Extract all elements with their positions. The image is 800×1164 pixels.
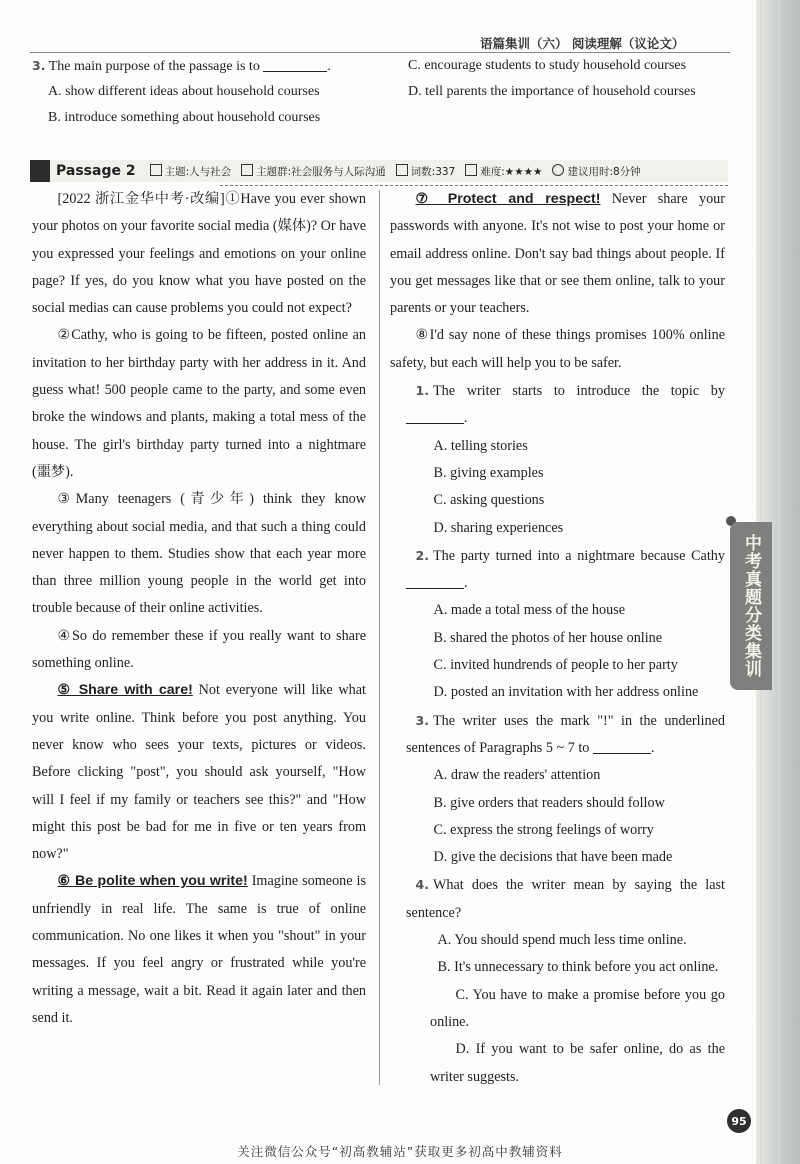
question-stem: The party turned into a nightmare because Cathy [433,547,725,564]
word-count-icon [396,164,408,176]
answer-blank [406,409,464,424]
side-section-tab: 中考真题分类集训 [730,522,772,690]
question-number: 3. [415,712,429,728]
page-edge-line [778,0,779,1164]
question-stem: The main purpose of the passage is to [48,59,260,74]
page-header: 语篇集训（六） 阅读理解（议论文） [480,36,685,51]
clock-icon [552,164,564,176]
paragraph-4: ④So do remember these if you really want to share something online. [32,627,366,672]
prev-question-stem: 3. The main purpose of the passage is to . [32,58,331,74]
q1-option-b: B. giving examples [433,464,544,481]
paragraph-5-heading: ⑤ Share with care! [57,682,193,699]
q4-option-a: A. You should spend much less time online. [437,932,687,949]
q4-option-b: B. It's unnecessary to think before you act online. [437,959,719,976]
paragraph-6-body: Imagine someone is unfriendly in real life. The same is true of online communication. No one likes it when you "shout" in your messages. If you feel angry or frustrated while you're writing a message, wait a bit. Read it again later and then send it. [32,873,366,1026]
q1-option-c: C. asking questions [433,492,545,509]
paragraph-1: [2022 浙江金华中考·改编]①Have you ever shown your photos on your favorite social media (媒体)? Or have you expressed your feelings and emotions on your online page? If yes, do you know what you have posted on the social medias can cause problems you could not expect? [32,191,366,317]
passage-right-column [390,186,725,1091]
q3-option-b: B. give orders that readers should follow [433,794,665,811]
column-divider [379,190,380,1085]
passage-time: 建议用时:8分钟 [567,165,641,178]
paragraph-3: ③Many teenagers (青少年) think they know everything about social media, and that such a thing could never happen to them. Studies show that each year more than three million young people in the world get into trouble because of their online activities. [32,491,366,617]
paragraph-6-heading: ⑥ Be polite when you write! [57,873,248,890]
question-number: 3. [32,58,46,73]
q2-option-c: C. invited hundrends of people to her party [433,657,678,674]
question-number: 2. [415,547,429,563]
q2-option-d: D. posted an invitation with her address online [433,684,699,701]
difficulty-icon [465,164,477,176]
q3-option-d: D. give the decisions that have been made [433,849,673,866]
passage-marker-block [30,160,50,182]
q4-option-c: C. You have to make a promise before you go online. [430,986,725,1030]
question-number: 1. [415,383,429,399]
passage-topic-group: 主题群:社会服务与人际沟通 [256,165,386,178]
question-2: 2. The party turned into a nightmare because Cathy . [390,542,725,598]
topic-group-icon [241,164,253,176]
q1-option-a: A. telling stories [433,437,528,454]
q2-option-a: A. made a total mess of the house [433,602,626,619]
q3-option-c: C. express the strong feelings of worry [433,821,654,838]
passage-info-bar [30,160,728,182]
question-4 [390,871,725,927]
question-stem: What does the writer mean by saying the last sentence? [406,877,725,921]
answer-blank [593,739,651,754]
passage-word-count: 词数:337 [410,165,456,178]
page-number: 95 [727,1109,751,1133]
paragraph-5 [32,677,366,868]
passage-title: Passage 2 [56,163,136,179]
q1-option-d: D. sharing experiences [433,519,564,536]
passage-topic: 主题:人与社会 [164,165,232,178]
prev-option-b: B. introduce something about household courses [48,110,321,125]
topic-icon [150,164,162,176]
q3-option-a: A. draw the readers' attention [433,767,601,784]
passage-difficulty: 难度:★★★★ [480,165,543,178]
footer-note: 关注微信公众号“初高教辅站”获取更多初高中教辅资料 [237,1144,563,1159]
paragraph-7-heading: ⑦ Protect and respect! [415,191,601,207]
question-number: 4. [415,877,429,893]
prev-option-d: D. tell parents the importance of household courses [408,84,696,99]
paragraph-5-body: Not everyone will like what you write online. Think before you post anything. You never know who sees your texts, pictures or videos. Before clicking "post", you should ask yourself, "How will I feel if my family or teachers see this?" and "How might this post be bad for me in five or ten years from now?" [32,682,366,863]
q2-option-b: B. shared the photos of her house online [433,629,663,646]
question-3: 3. The writer uses the mark "!" in the underlined sentences of Paragraphs 5 ~ 7 to . [406,712,725,756]
paragraph-7 [390,186,725,322]
question-stem: The writer uses the mark "!" in the underlined sentences of Paragraphs 5 ~ 7 to [406,712,725,756]
question-stem: The writer starts to introduce the topic by [433,383,725,400]
question-1: 1. The writer starts to introduce the topic by . [390,377,725,433]
answer-blank [263,57,327,72]
paragraph-7-body: Never share your passwords with anyone. It's not wise to post your home or email address online. Don't say bad things about people. If you get messages like that or see them online, talk to your parents or your teachers. [390,191,725,317]
q4-option-d: D. If you want to be safer online, do as the writer suggests. [430,1041,725,1085]
prev-option-a: A. show different ideas about household courses [48,84,320,99]
prev-option-c: C. encourage students to study household courses [408,58,687,73]
paragraph-6 [32,868,366,1032]
paragraph-2: ②Cathy, who is going to be fifteen, posted online an invitation to her birthday party with her address in it. And guess what! 500 people came to the party, and some even broke the windows and plants, making a total mess of the house. The girl's birthday party turned into a nightmare (噩梦). [32,327,366,480]
answer-blank [406,574,464,589]
paragraph-8: ⑧I'd say none of these things promises 100% online safety, but each will help you to be safer. [390,327,725,371]
passage-left-column [32,186,366,1032]
